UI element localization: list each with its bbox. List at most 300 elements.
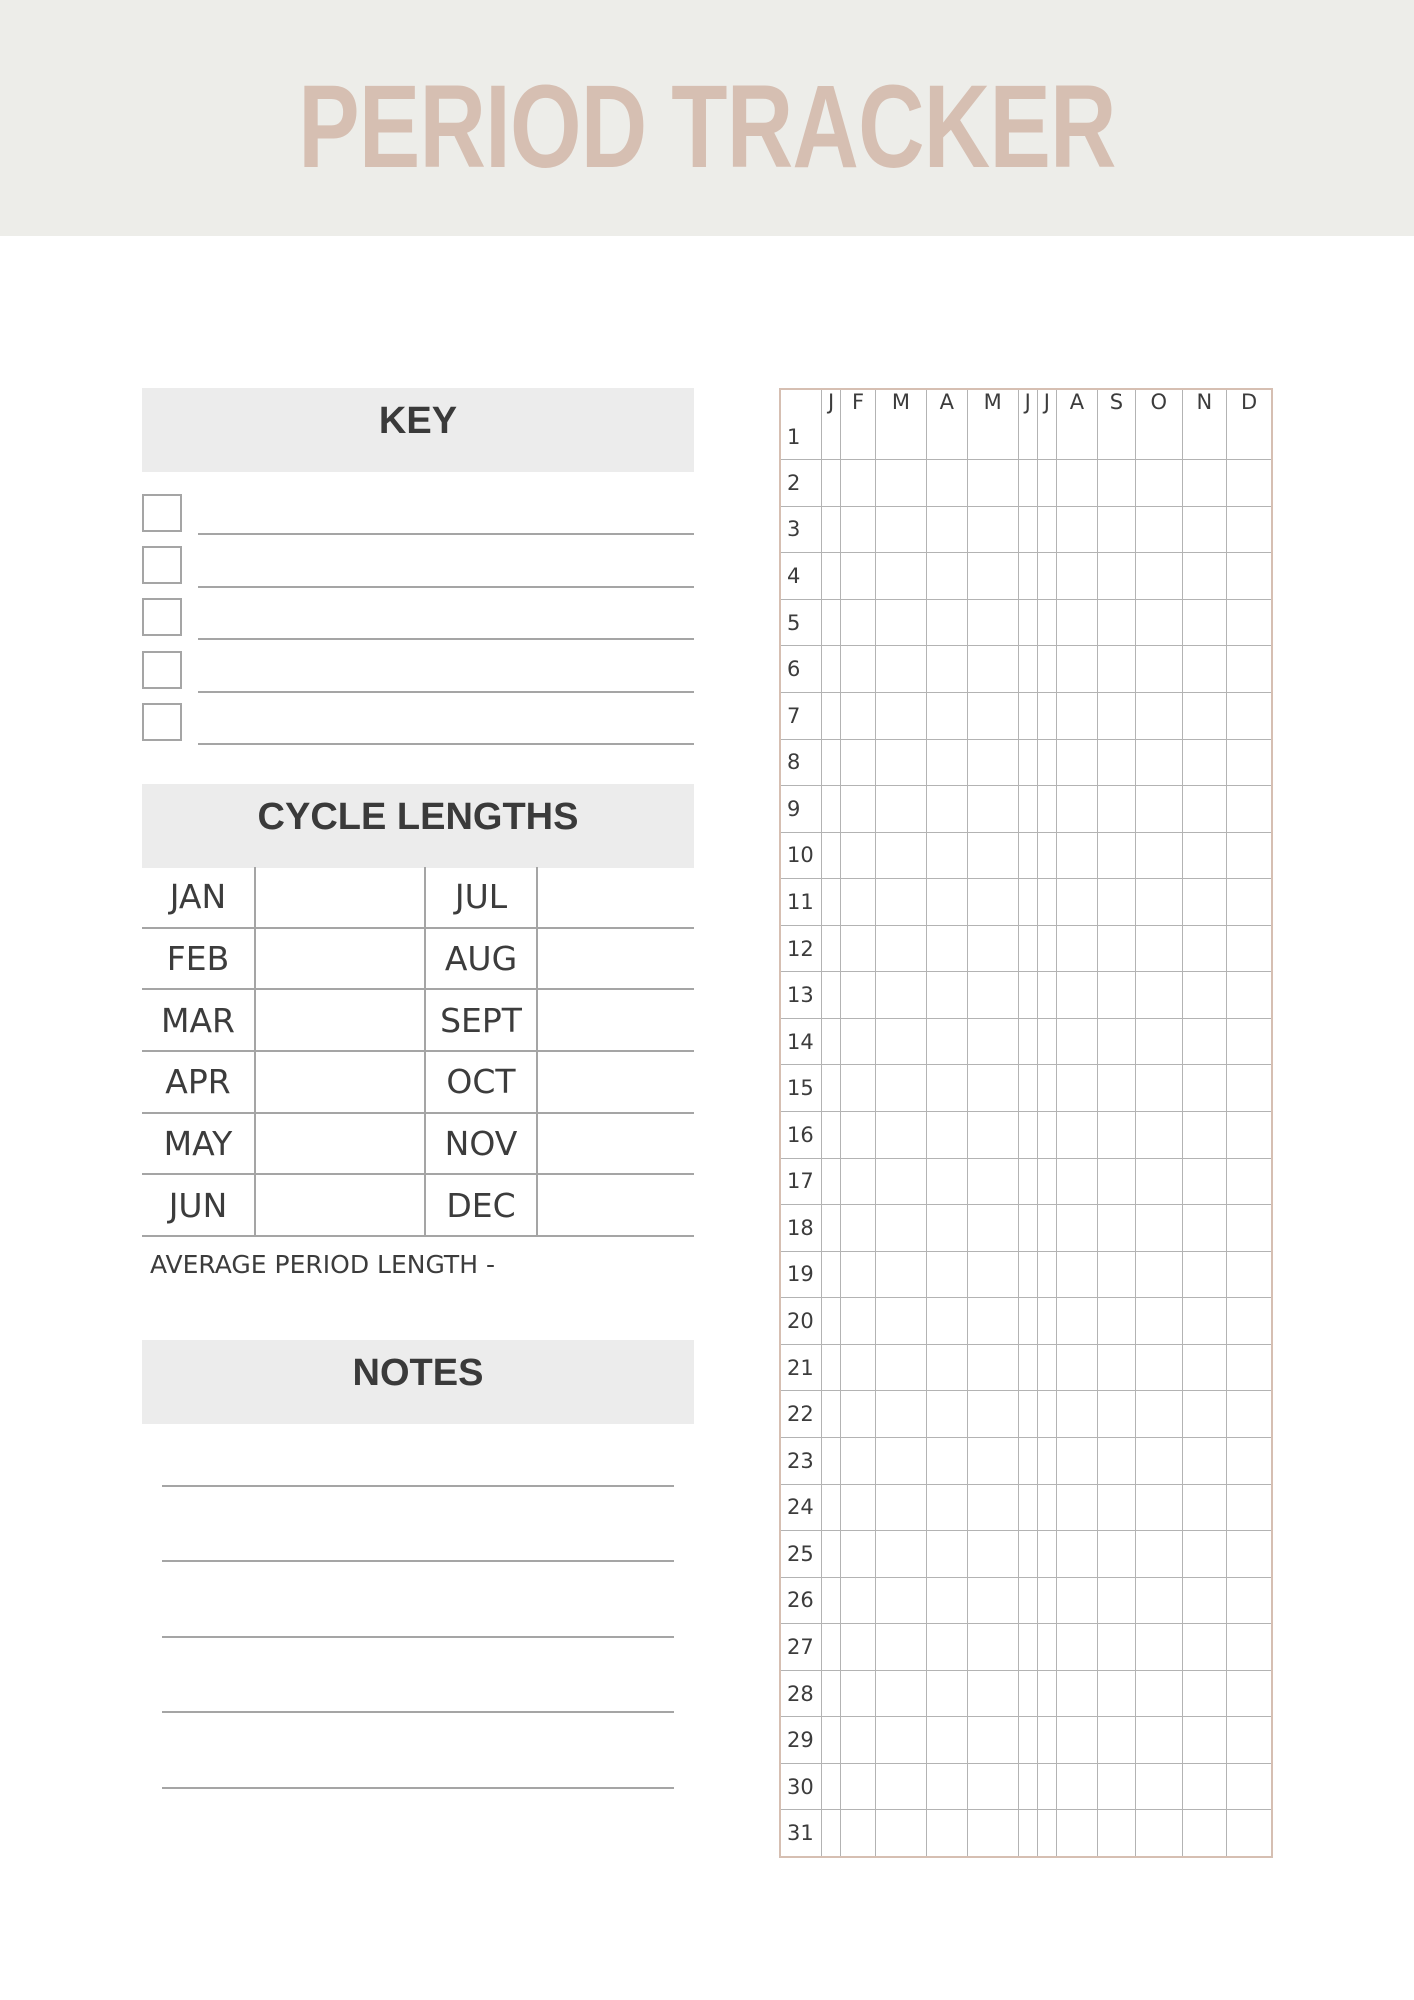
- tracker-cell[interactable]: [822, 414, 841, 460]
- tracker-cell[interactable]: [875, 1251, 926, 1298]
- tracker-cell[interactable]: [875, 506, 926, 553]
- tracker-cell[interactable]: [1135, 506, 1182, 553]
- tracker-cell[interactable]: [841, 460, 876, 507]
- tracker-cell[interactable]: [1227, 1437, 1271, 1484]
- tracker-cell[interactable]: [926, 972, 967, 1019]
- tracker-cell[interactable]: [841, 1205, 876, 1252]
- tracker-cell[interactable]: [1227, 1065, 1271, 1112]
- tracker-cell[interactable]: [1182, 1158, 1226, 1205]
- tracker-cell[interactable]: [1018, 599, 1037, 646]
- tracker-cell[interactable]: [1097, 1810, 1135, 1856]
- tracker-cell[interactable]: [967, 1531, 1018, 1578]
- tracker-cell[interactable]: [1135, 1018, 1182, 1065]
- tracker-cell[interactable]: [926, 925, 967, 972]
- tracker-cell[interactable]: [1135, 832, 1182, 879]
- tracker-cell[interactable]: [875, 1484, 926, 1531]
- tracker-cell[interactable]: [1227, 1624, 1271, 1671]
- tracker-cell[interactable]: [1182, 1810, 1226, 1856]
- tracker-cell[interactable]: [822, 1298, 841, 1345]
- tracker-cell[interactable]: [967, 1437, 1018, 1484]
- tracker-cell[interactable]: [1097, 1065, 1135, 1112]
- tracker-cell[interactable]: [1135, 553, 1182, 600]
- tracker-cell[interactable]: [822, 1391, 841, 1438]
- tracker-cell[interactable]: [1135, 1344, 1182, 1391]
- tracker-cell[interactable]: [1037, 1298, 1056, 1345]
- tracker-cell[interactable]: [926, 1624, 967, 1671]
- tracker-cell[interactable]: [926, 553, 967, 600]
- tracker-cell[interactable]: [841, 1344, 876, 1391]
- tracker-cell[interactable]: [875, 1717, 926, 1764]
- tracker-cell[interactable]: [967, 925, 1018, 972]
- tracker-cell[interactable]: [1182, 1112, 1226, 1159]
- tracker-cell[interactable]: [875, 1065, 926, 1112]
- tracker-cell[interactable]: [1227, 1205, 1271, 1252]
- tracker-cell[interactable]: [1018, 1158, 1037, 1205]
- tracker-cell[interactable]: [841, 1018, 876, 1065]
- tracker-cell[interactable]: [1182, 460, 1226, 507]
- cycle-length-cell[interactable]: [537, 1051, 694, 1113]
- tracker-cell[interactable]: [1135, 925, 1182, 972]
- tracker-cell[interactable]: [1097, 1484, 1135, 1531]
- tracker-cell[interactable]: [967, 1298, 1018, 1345]
- tracker-cell[interactable]: [875, 1624, 926, 1671]
- tracker-cell[interactable]: [875, 1531, 926, 1578]
- tracker-cell[interactable]: [1037, 692, 1056, 739]
- tracker-cell[interactable]: [1056, 1437, 1097, 1484]
- tracker-cell[interactable]: [1227, 972, 1271, 1019]
- tracker-cell[interactable]: [1056, 692, 1097, 739]
- tracker-cell[interactable]: [1182, 553, 1226, 600]
- tracker-cell[interactable]: [1018, 1670, 1037, 1717]
- tracker-cell[interactable]: [875, 599, 926, 646]
- tracker-cell[interactable]: [841, 1763, 876, 1810]
- tracker-cell[interactable]: [1037, 1391, 1056, 1438]
- tracker-cell[interactable]: [822, 1577, 841, 1624]
- tracker-cell[interactable]: [926, 646, 967, 693]
- tracker-cell[interactable]: [1135, 1763, 1182, 1810]
- tracker-cell[interactable]: [1018, 1205, 1037, 1252]
- tracker-cell[interactable]: [1182, 739, 1226, 786]
- tracker-cell[interactable]: [1097, 1251, 1135, 1298]
- tracker-cell[interactable]: [1227, 1344, 1271, 1391]
- tracker-cell[interactable]: [1135, 1484, 1182, 1531]
- tracker-cell[interactable]: [1097, 1018, 1135, 1065]
- tracker-cell[interactable]: [1097, 692, 1135, 739]
- tracker-cell[interactable]: [1227, 1717, 1271, 1764]
- tracker-cell[interactable]: [1056, 786, 1097, 833]
- tracker-cell[interactable]: [1037, 553, 1056, 600]
- tracker-cell[interactable]: [841, 1065, 876, 1112]
- key-checkbox[interactable]: [142, 494, 182, 532]
- tracker-cell[interactable]: [1037, 1065, 1056, 1112]
- tracker-cell[interactable]: [1056, 879, 1097, 926]
- tracker-cell[interactable]: [1135, 1391, 1182, 1438]
- tracker-cell[interactable]: [841, 1437, 876, 1484]
- cycle-length-cell[interactable]: [255, 928, 425, 990]
- tracker-cell[interactable]: [1037, 646, 1056, 693]
- tracker-cell[interactable]: [822, 1531, 841, 1578]
- tracker-cell[interactable]: [1097, 1205, 1135, 1252]
- tracker-cell[interactable]: [1056, 1810, 1097, 1856]
- tracker-cell[interactable]: [1037, 972, 1056, 1019]
- tracker-cell[interactable]: [875, 1018, 926, 1065]
- tracker-cell[interactable]: [875, 1810, 926, 1856]
- tracker-cell[interactable]: [841, 1484, 876, 1531]
- tracker-cell[interactable]: [1135, 1810, 1182, 1856]
- tracker-cell[interactable]: [1227, 692, 1271, 739]
- tracker-cell[interactable]: [1056, 1577, 1097, 1624]
- tracker-cell[interactable]: [967, 646, 1018, 693]
- tracker-cell[interactable]: [1056, 460, 1097, 507]
- tracker-cell[interactable]: [1018, 739, 1037, 786]
- tracker-cell[interactable]: [967, 786, 1018, 833]
- tracker-cell[interactable]: [875, 972, 926, 1019]
- tracker-cell[interactable]: [1182, 1531, 1226, 1578]
- tracker-cell[interactable]: [1056, 1670, 1097, 1717]
- tracker-cell[interactable]: [1037, 1437, 1056, 1484]
- tracker-cell[interactable]: [875, 786, 926, 833]
- tracker-cell[interactable]: [1018, 1531, 1037, 1578]
- tracker-cell[interactable]: [822, 786, 841, 833]
- tracker-cell[interactable]: [967, 1577, 1018, 1624]
- tracker-cell[interactable]: [1227, 1763, 1271, 1810]
- tracker-cell[interactable]: [1056, 1112, 1097, 1159]
- tracker-cell[interactable]: [967, 460, 1018, 507]
- tracker-cell[interactable]: [1056, 925, 1097, 972]
- tracker-cell[interactable]: [1135, 972, 1182, 1019]
- note-line[interactable]: [162, 1636, 674, 1638]
- tracker-cell[interactable]: [841, 599, 876, 646]
- tracker-cell[interactable]: [967, 1251, 1018, 1298]
- tracker-cell[interactable]: [1135, 1577, 1182, 1624]
- tracker-cell[interactable]: [1097, 506, 1135, 553]
- cycle-length-cell[interactable]: [537, 1174, 694, 1236]
- tracker-cell[interactable]: [926, 460, 967, 507]
- tracker-cell[interactable]: [1227, 1810, 1271, 1856]
- tracker-cell[interactable]: [1018, 925, 1037, 972]
- tracker-cell[interactable]: [1182, 414, 1226, 460]
- tracker-cell[interactable]: [875, 1112, 926, 1159]
- tracker-cell[interactable]: [1018, 1112, 1037, 1159]
- tracker-cell[interactable]: [1182, 832, 1226, 879]
- tracker-cell[interactable]: [841, 414, 876, 460]
- tracker-cell[interactable]: [1018, 1577, 1037, 1624]
- tracker-cell[interactable]: [1056, 1624, 1097, 1671]
- tracker-cell[interactable]: [875, 1298, 926, 1345]
- key-checkbox[interactable]: [142, 651, 182, 689]
- tracker-cell[interactable]: [1056, 646, 1097, 693]
- tracker-cell[interactable]: [967, 1158, 1018, 1205]
- tracker-cell[interactable]: [967, 1112, 1018, 1159]
- tracker-cell[interactable]: [1182, 646, 1226, 693]
- tracker-cell[interactable]: [926, 1112, 967, 1159]
- tracker-cell[interactable]: [967, 1205, 1018, 1252]
- tracker-cell[interactable]: [841, 1577, 876, 1624]
- tracker-cell[interactable]: [1227, 1577, 1271, 1624]
- tracker-cell[interactable]: [1227, 879, 1271, 926]
- tracker-cell[interactable]: [926, 832, 967, 879]
- tracker-cell[interactable]: [1037, 1763, 1056, 1810]
- key-entry-line[interactable]: [198, 691, 694, 693]
- tracker-cell[interactable]: [1135, 1437, 1182, 1484]
- tracker-cell[interactable]: [822, 1484, 841, 1531]
- tracker-cell[interactable]: [926, 506, 967, 553]
- tracker-cell[interactable]: [875, 553, 926, 600]
- cycle-length-cell[interactable]: [255, 1174, 425, 1236]
- cycle-length-cell[interactable]: [255, 867, 425, 928]
- tracker-cell[interactable]: [1182, 1670, 1226, 1717]
- tracker-cell[interactable]: [1037, 1205, 1056, 1252]
- tracker-cell[interactable]: [1018, 414, 1037, 460]
- tracker-cell[interactable]: [1097, 1531, 1135, 1578]
- tracker-cell[interactable]: [1227, 599, 1271, 646]
- tracker-cell[interactable]: [1056, 553, 1097, 600]
- cycle-length-cell[interactable]: [255, 1113, 425, 1175]
- tracker-cell[interactable]: [822, 879, 841, 926]
- tracker-cell[interactable]: [1097, 1670, 1135, 1717]
- tracker-cell[interactable]: [1227, 506, 1271, 553]
- tracker-cell[interactable]: [1227, 1018, 1271, 1065]
- tracker-cell[interactable]: [1227, 646, 1271, 693]
- tracker-cell[interactable]: [1018, 553, 1037, 600]
- tracker-cell[interactable]: [1018, 1344, 1037, 1391]
- tracker-cell[interactable]: [1182, 1624, 1226, 1671]
- tracker-cell[interactable]: [1135, 879, 1182, 926]
- tracker-cell[interactable]: [1018, 692, 1037, 739]
- tracker-cell[interactable]: [822, 1624, 841, 1671]
- note-line[interactable]: [162, 1711, 674, 1713]
- tracker-cell[interactable]: [841, 925, 876, 972]
- tracker-cell[interactable]: [1097, 972, 1135, 1019]
- tracker-cell[interactable]: [822, 646, 841, 693]
- tracker-cell[interactable]: [1037, 739, 1056, 786]
- tracker-cell[interactable]: [1227, 1531, 1271, 1578]
- tracker-cell[interactable]: [841, 1670, 876, 1717]
- tracker-cell[interactable]: [841, 646, 876, 693]
- tracker-cell[interactable]: [967, 832, 1018, 879]
- cycle-length-cell[interactable]: [537, 867, 694, 928]
- tracker-cell[interactable]: [926, 879, 967, 926]
- tracker-cell[interactable]: [926, 739, 967, 786]
- tracker-cell[interactable]: [1097, 553, 1135, 600]
- tracker-cell[interactable]: [822, 1717, 841, 1764]
- tracker-cell[interactable]: [841, 506, 876, 553]
- tracker-cell[interactable]: [822, 1763, 841, 1810]
- tracker-cell[interactable]: [1056, 414, 1097, 460]
- tracker-cell[interactable]: [1182, 879, 1226, 926]
- tracker-cell[interactable]: [1037, 925, 1056, 972]
- tracker-cell[interactable]: [875, 1391, 926, 1438]
- tracker-cell[interactable]: [1227, 832, 1271, 879]
- tracker-cell[interactable]: [1182, 506, 1226, 553]
- tracker-cell[interactable]: [926, 1670, 967, 1717]
- tracker-cell[interactable]: [1097, 832, 1135, 879]
- tracker-cell[interactable]: [875, 414, 926, 460]
- tracker-cell[interactable]: [1037, 1251, 1056, 1298]
- tracker-cell[interactable]: [967, 1763, 1018, 1810]
- tracker-cell[interactable]: [1182, 692, 1226, 739]
- tracker-cell[interactable]: [1037, 786, 1056, 833]
- key-entry-line[interactable]: [198, 533, 694, 535]
- tracker-cell[interactable]: [841, 1251, 876, 1298]
- tracker-cell[interactable]: [1135, 1158, 1182, 1205]
- tracker-cell[interactable]: [967, 414, 1018, 460]
- tracker-cell[interactable]: [1097, 1298, 1135, 1345]
- key-checkbox[interactable]: [142, 598, 182, 636]
- tracker-cell[interactable]: [1018, 879, 1037, 926]
- tracker-cell[interactable]: [1182, 925, 1226, 972]
- tracker-cell[interactable]: [822, 460, 841, 507]
- tracker-cell[interactable]: [875, 832, 926, 879]
- tracker-cell[interactable]: [1227, 1484, 1271, 1531]
- tracker-cell[interactable]: [1097, 925, 1135, 972]
- tracker-cell[interactable]: [1227, 925, 1271, 972]
- cycle-length-cell[interactable]: [537, 989, 694, 1051]
- tracker-cell[interactable]: [926, 1158, 967, 1205]
- tracker-cell[interactable]: [841, 972, 876, 1019]
- tracker-cell[interactable]: [1135, 414, 1182, 460]
- tracker-cell[interactable]: [967, 972, 1018, 1019]
- tracker-cell[interactable]: [1037, 1670, 1056, 1717]
- tracker-cell[interactable]: [1135, 1717, 1182, 1764]
- tracker-cell[interactable]: [1097, 1437, 1135, 1484]
- tracker-cell[interactable]: [1097, 1391, 1135, 1438]
- tracker-cell[interactable]: [926, 1018, 967, 1065]
- tracker-cell[interactable]: [1097, 1112, 1135, 1159]
- tracker-cell[interactable]: [875, 1670, 926, 1717]
- tracker-cell[interactable]: [926, 1437, 967, 1484]
- tracker-cell[interactable]: [1097, 599, 1135, 646]
- tracker-cell[interactable]: [1056, 1531, 1097, 1578]
- tracker-cell[interactable]: [1037, 879, 1056, 926]
- tracker-cell[interactable]: [1227, 1112, 1271, 1159]
- tracker-cell[interactable]: [1018, 506, 1037, 553]
- tracker-cell[interactable]: [1056, 1065, 1097, 1112]
- tracker-cell[interactable]: [1037, 1018, 1056, 1065]
- tracker-cell[interactable]: [841, 739, 876, 786]
- tracker-cell[interactable]: [1037, 1577, 1056, 1624]
- tracker-cell[interactable]: [1227, 1670, 1271, 1717]
- tracker-cell[interactable]: [1227, 1158, 1271, 1205]
- tracker-cell[interactable]: [822, 1158, 841, 1205]
- tracker-cell[interactable]: [1182, 786, 1226, 833]
- tracker-cell[interactable]: [1135, 739, 1182, 786]
- tracker-cell[interactable]: [875, 1344, 926, 1391]
- tracker-cell[interactable]: [1018, 1810, 1037, 1856]
- tracker-cell[interactable]: [926, 1577, 967, 1624]
- tracker-cell[interactable]: [1182, 1344, 1226, 1391]
- tracker-cell[interactable]: [822, 1205, 841, 1252]
- tracker-cell[interactable]: [822, 1344, 841, 1391]
- tracker-cell[interactable]: [1018, 1437, 1037, 1484]
- tracker-cell[interactable]: [1182, 1065, 1226, 1112]
- note-line[interactable]: [162, 1560, 674, 1562]
- tracker-cell[interactable]: [1182, 1298, 1226, 1345]
- tracker-cell[interactable]: [875, 1205, 926, 1252]
- tracker-cell[interactable]: [1135, 692, 1182, 739]
- tracker-cell[interactable]: [967, 1344, 1018, 1391]
- tracker-cell[interactable]: [1037, 1624, 1056, 1671]
- tracker-cell[interactable]: [1037, 832, 1056, 879]
- tracker-cell[interactable]: [875, 1577, 926, 1624]
- tracker-cell[interactable]: [1182, 1717, 1226, 1764]
- tracker-cell[interactable]: [822, 1251, 841, 1298]
- tracker-cell[interactable]: [1056, 1484, 1097, 1531]
- tracker-cell[interactable]: [926, 1344, 967, 1391]
- key-checkbox[interactable]: [142, 703, 182, 741]
- tracker-cell[interactable]: [926, 1717, 967, 1764]
- tracker-cell[interactable]: [822, 1065, 841, 1112]
- tracker-cell[interactable]: [822, 692, 841, 739]
- tracker-cell[interactable]: [1018, 786, 1037, 833]
- tracker-cell[interactable]: [926, 1205, 967, 1252]
- tracker-cell[interactable]: [1097, 1577, 1135, 1624]
- tracker-cell[interactable]: [875, 739, 926, 786]
- tracker-cell[interactable]: [1182, 599, 1226, 646]
- tracker-cell[interactable]: [822, 1437, 841, 1484]
- tracker-cell[interactable]: [1097, 786, 1135, 833]
- tracker-cell[interactable]: [1097, 739, 1135, 786]
- tracker-cell[interactable]: [1135, 1112, 1182, 1159]
- tracker-cell[interactable]: [1056, 1205, 1097, 1252]
- tracker-cell[interactable]: [967, 1065, 1018, 1112]
- tracker-cell[interactable]: [822, 832, 841, 879]
- tracker-cell[interactable]: [1182, 1251, 1226, 1298]
- tracker-cell[interactable]: [1018, 460, 1037, 507]
- tracker-cell[interactable]: [822, 925, 841, 972]
- tracker-cell[interactable]: [1018, 1065, 1037, 1112]
- tracker-cell[interactable]: [1056, 832, 1097, 879]
- tracker-cell[interactable]: [1056, 1298, 1097, 1345]
- tracker-cell[interactable]: [926, 414, 967, 460]
- tracker-cell[interactable]: [1018, 1717, 1037, 1764]
- tracker-cell[interactable]: [822, 739, 841, 786]
- tracker-cell[interactable]: [926, 692, 967, 739]
- tracker-cell[interactable]: [926, 1531, 967, 1578]
- tracker-cell[interactable]: [841, 553, 876, 600]
- tracker-cell[interactable]: [841, 879, 876, 926]
- tracker-cell[interactable]: [1097, 1624, 1135, 1671]
- tracker-cell[interactable]: [1018, 1251, 1037, 1298]
- tracker-cell[interactable]: [967, 879, 1018, 926]
- tracker-cell[interactable]: [1018, 1763, 1037, 1810]
- tracker-cell[interactable]: [1056, 1018, 1097, 1065]
- tracker-cell[interactable]: [822, 972, 841, 1019]
- tracker-cell[interactable]: [1135, 1065, 1182, 1112]
- tracker-cell[interactable]: [875, 646, 926, 693]
- tracker-cell[interactable]: [926, 786, 967, 833]
- tracker-cell[interactable]: [1018, 1018, 1037, 1065]
- tracker-cell[interactable]: [967, 1391, 1018, 1438]
- tracker-cell[interactable]: [1037, 1112, 1056, 1159]
- tracker-cell[interactable]: [1056, 1717, 1097, 1764]
- tracker-cell[interactable]: [1182, 1391, 1226, 1438]
- tracker-cell[interactable]: [1097, 1344, 1135, 1391]
- tracker-cell[interactable]: [1018, 1624, 1037, 1671]
- tracker-cell[interactable]: [1097, 1717, 1135, 1764]
- tracker-cell[interactable]: [1056, 1344, 1097, 1391]
- tracker-cell[interactable]: [967, 1484, 1018, 1531]
- tracker-cell[interactable]: [1037, 1344, 1056, 1391]
- tracker-cell[interactable]: [1182, 1205, 1226, 1252]
- tracker-cell[interactable]: [1037, 1531, 1056, 1578]
- tracker-cell[interactable]: [967, 692, 1018, 739]
- tracker-cell[interactable]: [1227, 1251, 1271, 1298]
- tracker-cell[interactable]: [875, 1158, 926, 1205]
- tracker-cell[interactable]: [1037, 1484, 1056, 1531]
- tracker-cell[interactable]: [841, 692, 876, 739]
- tracker-cell[interactable]: [1097, 460, 1135, 507]
